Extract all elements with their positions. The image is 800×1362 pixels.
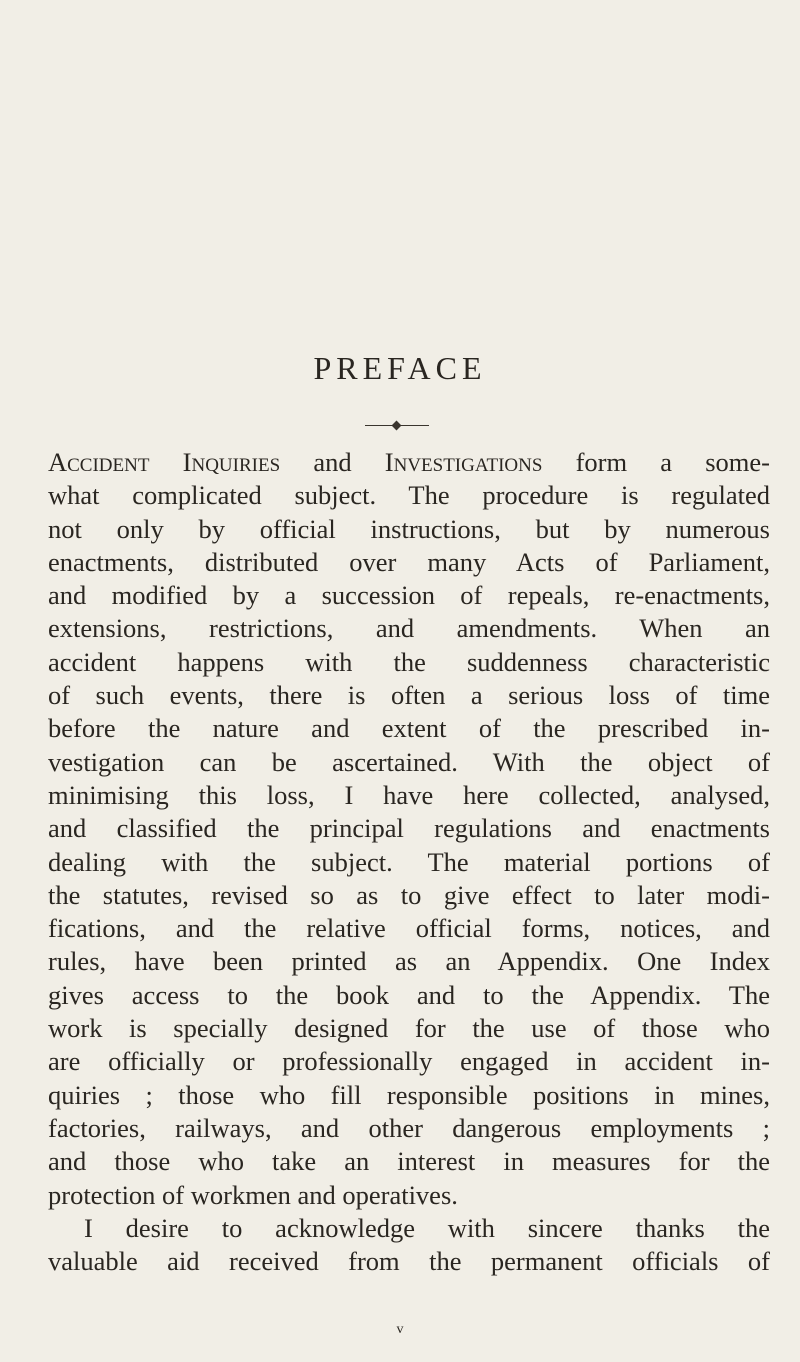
text-line: of such events, there is often a serious loss of time bbox=[48, 680, 770, 711]
ornament-rule-right bbox=[401, 425, 429, 426]
text-line: enactments, distributed over many Acts of Parliament, bbox=[48, 546, 770, 577]
text-line bbox=[48, 446, 770, 479]
text-line: fications, and the relative official forms, notices, and bbox=[48, 913, 770, 944]
text-line: minimising this loss, I have here collected, analysed, bbox=[48, 779, 770, 810]
text-line: valuable aid received from the permanent officials of bbox=[48, 1246, 770, 1277]
ornament-rule-left bbox=[365, 425, 393, 426]
text-line: rules, have been printed as an Appendix. One Index bbox=[48, 946, 770, 977]
text-line: what complicated subject. The procedure is regulated bbox=[48, 480, 770, 511]
page-title: PREFACE bbox=[313, 350, 487, 386]
preface-body bbox=[48, 446, 770, 1278]
text-line: factories, railways, and other dangerous employments ; bbox=[48, 1112, 770, 1143]
diamond-icon bbox=[392, 421, 402, 431]
text-line: gives access to the book and to the Appendix. The bbox=[48, 979, 770, 1010]
lead-and: and bbox=[280, 447, 385, 477]
text-line: work is specially designed for the use of those who bbox=[48, 1013, 770, 1044]
text-line: vestigation can be ascertained. With the object of bbox=[48, 746, 770, 777]
text-line: and those who take an interest in measures for the bbox=[48, 1146, 770, 1177]
text-line: I desire to acknowledge with sincere thanks the bbox=[84, 1212, 770, 1243]
text-line: the statutes, revised so as to give effect to later modi- bbox=[48, 879, 770, 910]
text-line: and classified the principal regulations and enactments bbox=[48, 813, 770, 844]
lead-smallcaps-1: Accident Inquiries bbox=[48, 447, 281, 477]
text-line: not only by official instructions, but by numerous bbox=[48, 513, 770, 544]
text-line: protection of workmen and operatives. bbox=[48, 1179, 458, 1210]
text-line: quiries ; those who fill responsible positions in mines, bbox=[48, 1079, 770, 1110]
title-ornament bbox=[365, 421, 429, 431]
text-line: extensions, restrictions, and amendments. When an bbox=[48, 613, 770, 644]
line-0-rest: form a some- bbox=[542, 447, 770, 477]
text-line: dealing with the subject. The material portions of bbox=[48, 846, 770, 877]
text-line: accident happens with the suddenness characteristic bbox=[48, 646, 770, 677]
text-line: are officially or professionally engaged in accident in- bbox=[48, 1046, 770, 1077]
page-number: v bbox=[396, 1322, 404, 1337]
text-line: before the nature and extent of the prescribed in- bbox=[48, 713, 770, 744]
text-line: and modified by a succession of repeals, re-enactments, bbox=[48, 580, 770, 611]
lead-smallcaps-2: Investigations bbox=[384, 447, 543, 477]
